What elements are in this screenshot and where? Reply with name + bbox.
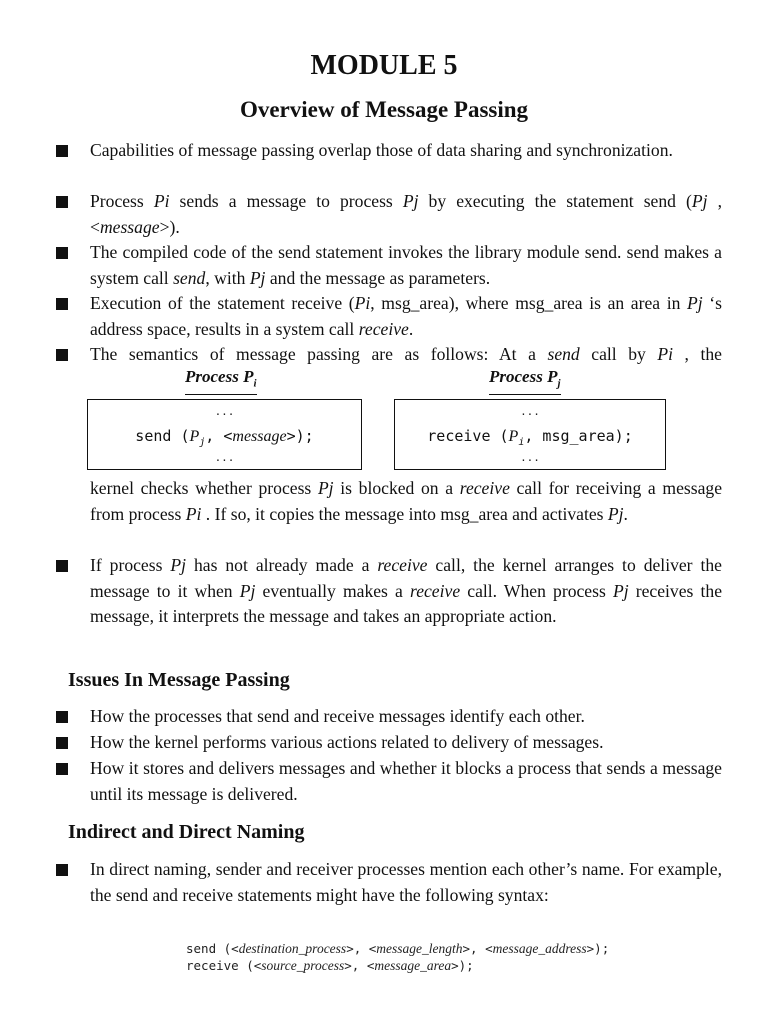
code-ellipsis-bottom: ... <box>520 451 540 464</box>
process-pi-label: Process $P_i$ <box>185 367 257 395</box>
module-title: MODULE 5 <box>310 50 458 81</box>
process-pj-label: Process $P_j$ <box>489 367 561 395</box>
send-syntax-line: send (<destination_process>, <message_length>, <message_address>); <box>186 941 610 956</box>
issues-heading: Issues In Message Passing <box>68 669 290 691</box>
send-code-box <box>87 399 362 470</box>
overview-paragraph-1: Capabilities of message passing overlap those of data sharing and synchronization. <box>90 140 673 160</box>
code-ellipsis-top: ... <box>520 405 540 418</box>
send-statement: send ($P_j$, <message>); <box>135 427 314 448</box>
bullet-square-icon <box>56 145 68 157</box>
code-ellipsis-bottom: ... <box>214 451 235 464</box>
overview-paragraph-4: Execution of the statement receive (Pi, msg_area), where msg_area is an area in Pj ‘s address space, results in a system call receive. <box>90 293 722 339</box>
naming-paragraph: In direct naming, sender and receiver processes mention each other’s name. For example, the send and receive statements might have the following syntax: <box>90 859 722 905</box>
bullet-square-icon <box>56 196 68 208</box>
overview-paragraph-2: Process Pi sends a message to process Pj by executing the statement send (Pj ,<message>). <box>90 191 722 237</box>
receive-syntax-line: receive (<source_process>, <message_area>); <box>186 958 474 973</box>
bullet-square-icon <box>56 560 68 572</box>
bullet-square-icon <box>56 711 68 723</box>
issues-item: How it stores and delivers messages and whether it blocks a process that sends a message until its message is delivered. <box>90 758 722 804</box>
overview-paragraph-3: The compiled code of the send statement invokes the library module send. send makes a system call send, with Pj and the message as parameters. <box>90 242 722 288</box>
bullet-square-icon <box>56 298 68 310</box>
section-title: Overview of Message Passing <box>239 97 529 122</box>
overview-paragraph-5: The semantics of message passing are as follows: At a send call by Pi , the <box>90 344 722 364</box>
receive-statement: receive ($P_i$, msg_area); <box>427 427 633 448</box>
overview-paragraph-6: If process Pj has not already made a receive call, the kernel arranges to deliver the message to it when Pj eventually makes a receive call. When process Pj receives the message, it interprets the message and takes an appropriate action. <box>90 555 723 626</box>
bullet-square-icon <box>56 864 68 876</box>
bullet-square-icon <box>56 763 68 775</box>
issues-item: How the processes that send and receive messages identify each other. <box>90 706 585 726</box>
naming-heading: Indirect and Direct Naming <box>68 821 305 843</box>
bullet-square-icon <box>56 247 68 259</box>
code-ellipsis-top: ... <box>214 405 235 418</box>
bullet-square-icon <box>56 737 68 749</box>
receive-code-box <box>394 399 666 470</box>
issues-item: How the kernel performs various actions related to delivery of messages. <box>90 732 604 752</box>
overview-paragraph-5-continued: kernel checks whether process Pj is blocked on a receive call for receiving a message from process Pi . If so, it copies the message into msg_area and activates Pj. <box>90 478 723 524</box>
bullet-square-icon <box>56 349 68 361</box>
